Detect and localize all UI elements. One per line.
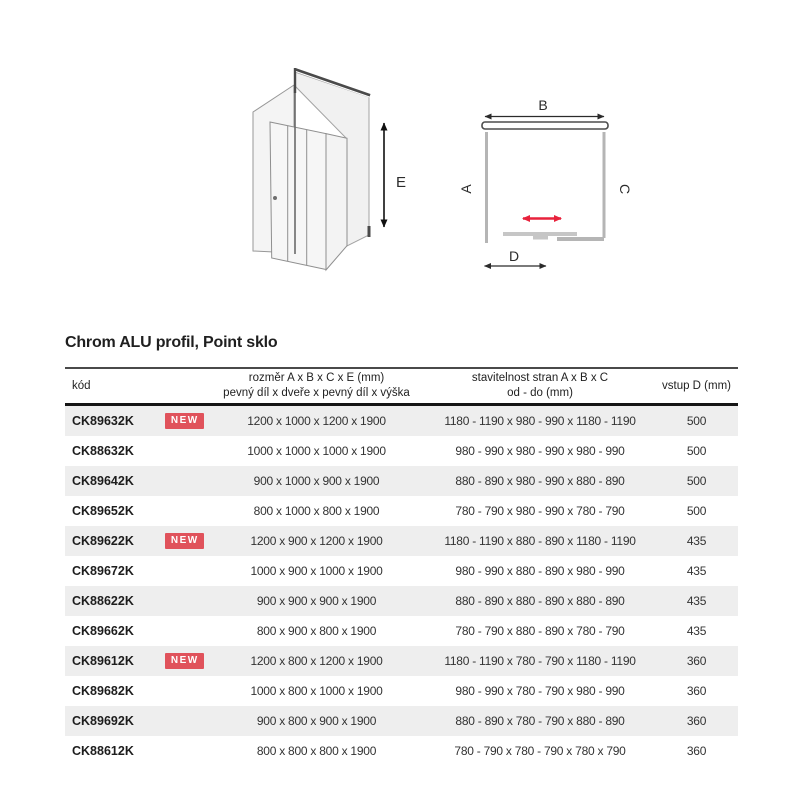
enclosure-plan-diagram (455, 85, 655, 280)
column-header-adjustability (425, 371, 655, 401)
code-cell (65, 653, 208, 669)
table-row (65, 676, 738, 706)
size-cell: 800 x 800 x 800 x 1900 (256, 744, 377, 758)
size-cell: 1200 x 1000 x 1200 x 1900 (247, 414, 386, 428)
size-cell: 800 x 900 x 800 x 1900 (256, 624, 377, 638)
size-cell: 1000 x 900 x 1000 x 1900 (250, 564, 383, 578)
adjustability-cell: 780 - 790 x 780 - 790 x 780 x 790 (454, 744, 626, 758)
adjustability-cell: 1180 - 1190 x 780 - 790 x 1180 - 1190 (444, 654, 636, 668)
new-badge: NEW (165, 533, 204, 549)
table-row (65, 496, 738, 526)
table-row (65, 646, 738, 676)
table-row (65, 736, 738, 766)
product-code: CK89692K (72, 714, 134, 728)
table-header (65, 367, 738, 406)
fixed-front-panel (326, 134, 347, 270)
entry-cell: 500 (686, 504, 707, 518)
table-row (65, 406, 738, 436)
table-row (65, 436, 738, 466)
product-code: CK89672K (72, 564, 134, 578)
new-badge: NEW (165, 653, 204, 669)
entry-cell: 435 (686, 594, 707, 608)
size-cell: 900 x 1000 x 900 x 1900 (253, 474, 380, 488)
product-code: CK89612K (72, 654, 134, 668)
column-header-size (208, 371, 425, 401)
height-dimension-label: E (396, 174, 407, 191)
enclosure-3d-diagram (240, 55, 420, 300)
column-header-size-line2: pevný díl x dveře x pevný díl x výška (223, 387, 410, 399)
top-rail-profile (482, 122, 608, 129)
adjustability-cell: 780 - 790 x 880 - 890 x 780 - 790 (455, 624, 625, 638)
product-code: CK88612K (72, 744, 134, 758)
new-badge: NEW (165, 413, 204, 429)
adjustability-cell: 880 - 890 x 980 - 990 x 880 - 890 (455, 474, 625, 488)
code-cell (65, 624, 208, 638)
code-cell (65, 594, 208, 608)
entry-cell: 435 (686, 564, 707, 578)
entry-cell: 500 (686, 414, 707, 428)
product-code: CK89662K (72, 624, 134, 638)
entry-cell: 500 (686, 474, 707, 488)
adjustability-cell: 1180 - 1190 x 880 - 890 x 1180 - 1190 (444, 534, 636, 548)
entry-cell: 360 (686, 684, 707, 698)
product-code: CK88632K (72, 444, 134, 458)
door-handle (273, 196, 277, 200)
sliding-door-glass (270, 122, 326, 270)
adjustability-cell: 880 - 890 x 880 - 890 x 880 - 890 (455, 594, 625, 608)
table-row (65, 586, 738, 616)
right-side-dimension-label: C (617, 183, 633, 195)
size-cell: 1000 x 800 x 1000 x 1900 (250, 684, 383, 698)
column-header-adjustability-line2: od - do (mm) (507, 387, 573, 399)
size-cell: 800 x 1000 x 800 x 1900 (253, 504, 380, 518)
size-cell: 1200 x 800 x 1200 x 1900 (250, 654, 383, 668)
product-code: CK89632K (72, 414, 134, 428)
table-row (65, 556, 738, 586)
code-cell (65, 684, 208, 698)
fixed-panel-bar (557, 237, 604, 241)
code-cell (65, 444, 208, 458)
code-cell (65, 564, 208, 578)
width-dimension-label: B (538, 97, 548, 113)
size-cell: 900 x 900 x 900 x 1900 (256, 594, 377, 608)
code-cell (65, 413, 208, 429)
adjustability-cell: 880 - 890 x 780 - 790 x 880 - 890 (455, 714, 625, 728)
code-cell (65, 533, 208, 549)
code-cell (65, 714, 208, 728)
column-header-entry: vstup D (mm) (662, 379, 731, 392)
table-row (65, 616, 738, 646)
adjustability-cell: 980 - 990 x 780 - 790 x 980 - 990 (455, 684, 625, 698)
entry-cell: 435 (686, 624, 707, 638)
product-code: CK89652K (72, 504, 134, 518)
entry-cell: 435 (686, 534, 707, 548)
table-row (65, 526, 738, 556)
size-cell: 900 x 800 x 900 x 1900 (256, 714, 377, 728)
door-panel-tab (533, 236, 548, 240)
table-row (65, 466, 738, 496)
code-cell (65, 474, 208, 488)
column-header-size-line1: rozměr A x B x C x E (mm) (248, 372, 385, 385)
entry-cell: 500 (686, 444, 707, 458)
entry-cell: 360 (686, 654, 707, 668)
code-cell (65, 744, 208, 758)
adjustability-cell: 780 - 790 x 980 - 990 x 780 - 790 (455, 504, 625, 518)
entry-dimension-label: D (508, 248, 520, 264)
column-header-code: kód (72, 379, 91, 392)
catalog-section (65, 334, 738, 766)
product-code: CK89682K (72, 684, 134, 698)
adjustability-cell: 980 - 990 x 980 - 990 x 980 - 990 (455, 444, 625, 458)
left-side-dimension-label: A (458, 184, 474, 194)
size-cell: 1200 x 900 x 1200 x 1900 (250, 534, 383, 548)
column-header-adjustability-line1: stavitelnost stran A x B x C (471, 372, 609, 385)
product-code: CK88622K (72, 594, 134, 608)
table-body (65, 406, 738, 766)
door-panel-bar (503, 232, 577, 236)
adjustability-cell: 1180 - 1190 x 980 - 990 x 1180 - 1190 (444, 414, 636, 428)
entry-cell: 360 (686, 714, 707, 728)
table-row (65, 706, 738, 736)
section-title: Chrom ALU profil, Point sklo (65, 334, 278, 351)
product-code: CK89642K (72, 474, 134, 488)
adjustability-cell: 980 - 990 x 880 - 890 x 980 - 990 (455, 564, 625, 578)
size-cell: 1000 x 1000 x 1000 x 1900 (247, 444, 386, 458)
entry-cell: 360 (686, 744, 707, 758)
product-code: CK89622K (72, 534, 134, 548)
code-cell (65, 504, 208, 518)
